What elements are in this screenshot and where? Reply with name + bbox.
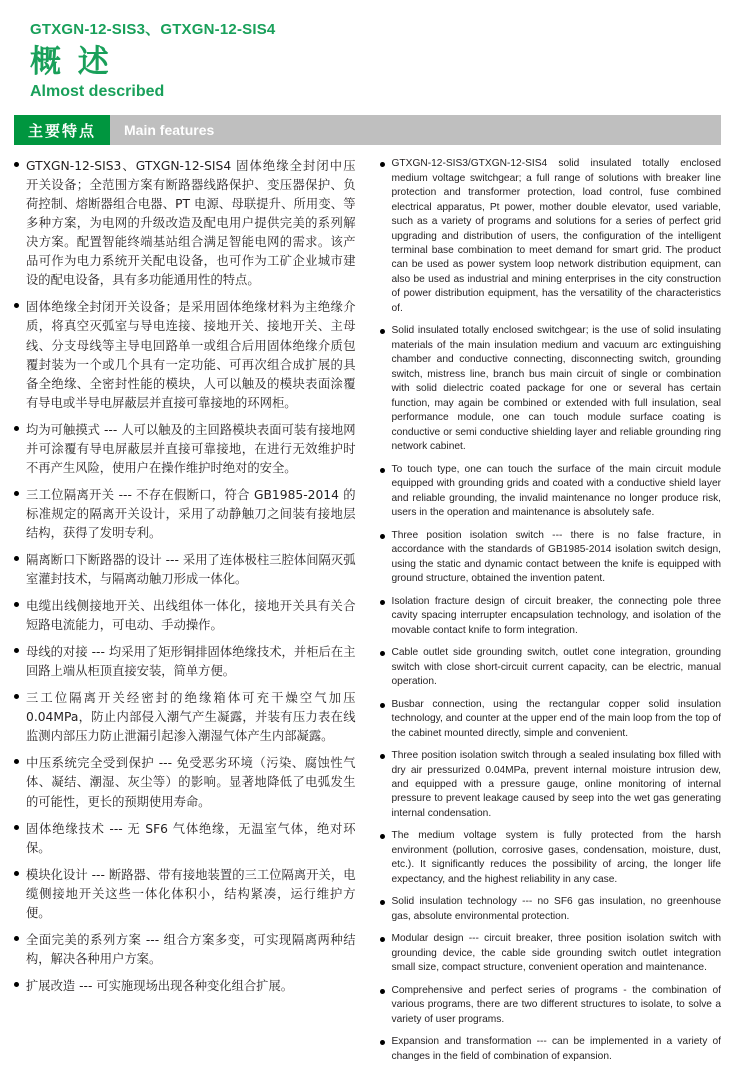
list-item: 固体绝缘全封闭开关设备；是采用固体绝缘材料为主绝缘介质，将真空灭弧室与导电连接、接地开关、接地开关、主母线、分支母线等主导电回路单一或组合后用固体绝缘介质包覆封装为一个或几个具有一定功能、可再次组合成扩展的具备全绝缘、全密封性能的模块，人可以触及的模块表面涂覆有导电或半导电屏蔽层并直接可靠接地的环网柜。 (14, 298, 356, 412)
content-columns (14, 157, 721, 1072)
list-item: Cable outlet side grounding switch, outlet cone integration, grounding switch with close short-circuit current capacity, can be electric, manual operation. (380, 646, 722, 689)
list-item: Busbar connection, using the rectangular copper solid insulation technology, and counter at the upper end of the main loop from the top of the cabinet mounted directly, simple and convenient. (380, 698, 722, 741)
document-header (0, 0, 735, 101)
list-item: GTXGN-12-SIS3/GTXGN-12-SIS4 solid insulated totally enclosed medium voltage switchgear; a full range of solutions with breaker line protection and transformer protection, load control, fuse combined electrical apparatus, Pt power, mother double elevator, used variable, such as a variety of programs and solutions for a series of perfect grid upgrading and distribution of users, the configuration of the intelligent terminal base combination to meet demand for smart grid. The product can be used as power system loop network distribution equipment, can also be used as industrial and mining enterprises in the city construction of power distribution equipment, has the versatility of the characteristics of. (380, 157, 722, 316)
column-chinese (14, 157, 360, 1072)
list-item: Solid insulation technology --- no SF6 gas insulation, no greenhouse gas, absolute environmental protection. (380, 895, 722, 924)
list-item: 中压系统完全受到保护 --- 免受恶劣环境（污染、腐蚀性气体、凝结、潮湿、灰尘等）的影响。显著地降低了电弧发生的可能性，更长的预期使用寿命。 (14, 754, 356, 811)
feature-list-cn (14, 157, 356, 996)
list-item: Three position isolation switch through a sealed insulating box filled with dry air pressurized 0.04MPa, prevent internal moisture intrusion dew, and equipped with a pressure gauge, online monitoring of internal pressure to prevent leakage caused by seep into the wet gas generating internal condensation. (380, 749, 722, 821)
list-item: 全面完美的系列方案 --- 组合方案多变，可实现隔离两种结构，解决各种用户方案。 (14, 931, 356, 969)
list-item: 模块化设计 --- 断路器、带有接地装置的三工位隔离开关，电缆侧接地开关这些一体化体积小，结构紧凑，运行维护方便。 (14, 866, 356, 923)
feature-list-en (380, 157, 722, 1064)
list-item: Comprehensive and perfect series of programs - the combination of various programs, there are two different structures to isolate, to solve a variety of user programs. (380, 984, 722, 1027)
section-label-cn: 主要特点 (14, 115, 110, 145)
section-label-en: Main features (110, 115, 721, 145)
list-item: Three position isolation switch --- there is no false fracture, in accordance with the standards of GB1985-2014 isolation switch design, using the static and dynamic contact between the knife is equipped with ground structure, obtained the invention patent. (380, 529, 722, 587)
page-title-cn: 概 述 (30, 44, 112, 80)
list-item: 均为可触摸式 --- 人可以触及的主回路模块表面可装有接地网并可涂覆有导电屏蔽层并直接可靠接地，在进行无效维护时不再产生风险，使用户在操作维护时绝对的安全。 (14, 421, 356, 478)
column-english (376, 157, 722, 1072)
model-line: GTXGN-12-SIS3、GTXGN-12-SIS4 (30, 21, 276, 38)
list-item: 母线的对接 --- 均采用了矩形铜排固体绝缘技术，并柜后在主回路上端从柜顶直接安装，简单方便。 (14, 643, 356, 681)
list-item: 固体绝缘技术 --- 无 SF6 气体绝缘，无温室气体，绝对环保。 (14, 820, 356, 858)
list-item: 电缆出线侧接地开关、出线组体一体化，接地开关具有关合短路电流能力，可电动、手动操作。 (14, 597, 356, 635)
list-item: Solid insulated totally enclosed switchgear; is the use of solid insulating materials of the main insulation medium and vacuum arc extinguishing chamber and conductive connecting, disconnecting switch, grounding switch, mistress line, branch bus main circuit of single or combination with solid dielectric coated package for one or several has certain function, may again be combined or extended with full insulation, seal performance module, one can touch module surface coating is conductive or semi conductive shielding layer and reliable grounding ring network cabinet. (380, 324, 722, 454)
list-item: Modular design --- circuit breaker, three position isolation switch with grounding device, the cable side grounding switch outlet integration small size, compact structure, convenient operation and maintenance. (380, 932, 722, 975)
list-item: Isolation fracture design of circuit breaker, the connecting pole three cavity spacing interrupter encapsulation technology, and isolation of the movable contact knife to form integration. (380, 595, 722, 638)
section-header-bar (14, 115, 721, 145)
list-item: The medium voltage system is fully protected from the harsh environment (pollution, corrosive gases, condensation, moisture, dust, etc.). It significantly reduces the possibility of arcing, the longer life expectancy, and the highest reliability in any case. (380, 829, 722, 887)
list-item: 三工位隔离开关经密封的绝缘箱体可充干燥空气加压 0.04MPa，防止内部侵入潮气产生凝露，并装有压力表在线监测内部压力防止泄漏引起渗入潮湿气体产生内部凝露。 (14, 689, 356, 746)
list-item: 隔离断口下断路器的设计 --- 采用了连体极柱三腔体间隔灭弧室灌封技术，与隔离动触刀形成一体化。 (14, 551, 356, 589)
list-item: To touch type, one can touch the surface of the main circuit module equipped with grounding grids and coated with a conductive shield layer and reliable grounding, the invalid maintenance no longer produce risk, users in the operation and maintenance is absolutely safe. (380, 463, 722, 521)
list-item: GTXGN-12-SIS3、GTXGN-12-SIS4 固体绝缘全封闭中压开关设备；全范围方案有断路器线路保护、变压器保护、负荷控制、熔断器组合电器、PT 电源、母联提升、所用变、等多种方案，为电网的升级改造及配电用户提供完美的系列解决方案。配置智能终端基站组合满足智能电网的需求。该产品可作为电力系统开关配电设备，也可作为工矿企业城市建设的配电设备，具有多功能通用性的特点。 (14, 157, 356, 290)
list-item: 三工位隔离开关 --- 不存在假断口，符合 GB1985-2014 的标准规定的隔离开关设计，采用了动静触刀之间装有接地层结构，获得了发明专利。 (14, 486, 356, 543)
page-title-en: Almost described (30, 83, 165, 101)
list-item: Expansion and transformation --- can be implemented in a variety of changes in the field of combination of expansion. (380, 1035, 722, 1064)
list-item: 扩展改造 --- 可实施现场出现各种变化组合扩展。 (14, 977, 356, 996)
